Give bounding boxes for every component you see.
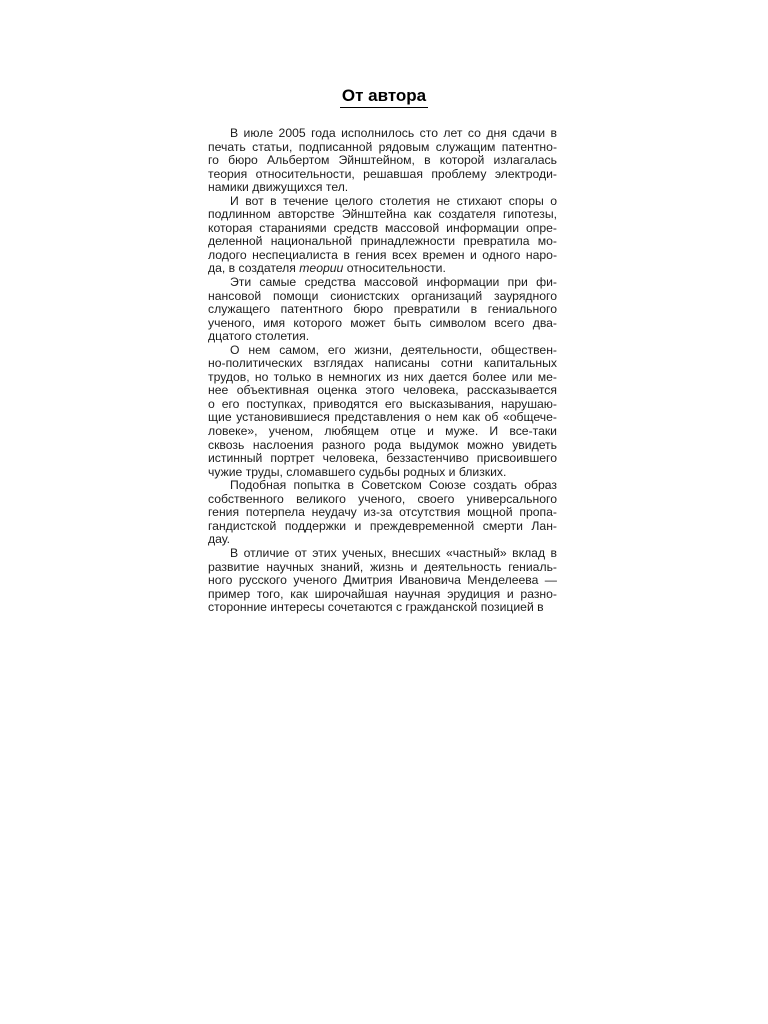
text-line: сторонние интересы сочетаются с гражданской позицией в — [208, 600, 544, 615]
text-line: го бюро Альбертом Эйнштейном, в которой излагалась — [208, 153, 557, 168]
text-line: о его поступках, приводятся его высказывания, нарушаю- — [208, 396, 557, 411]
text-line: лодого неспециалиста в гения всех времен и одного наро- — [208, 247, 557, 262]
text-line: намики движущихся тел. — [208, 180, 349, 195]
text-line: служащего патентного бюро превратили в гениального — [208, 302, 557, 317]
paragraph — [208, 276, 557, 344]
text-line: дцатого столетия. — [208, 329, 310, 344]
text-line: деленной национальной принадлежности превратила мо- — [208, 234, 557, 249]
text-line: Эти самые средства массовой информации при фи- — [230, 275, 557, 290]
text-line: пример того, как широчайшая научная эрудиция и разно- — [208, 586, 557, 601]
text-line: чужие труды, сломавшего судьбы родных и близких. — [208, 464, 507, 479]
paragraph — [208, 195, 557, 276]
text-line: В июле 2005 года исполнилось сто лет со дня сдачи в — [230, 126, 557, 140]
text-line: О нем самом, его жизни, деятельности, обществен- — [230, 342, 557, 357]
paragraph — [208, 344, 557, 479]
text-line: истинный портрет человека, беззастенчиво присвоившего — [208, 451, 557, 466]
text-line: теория относительности, решавшая проблему электроди- — [208, 166, 557, 181]
text-line: сквозь наслоения разного рода выдумок можно увидеть — [208, 437, 557, 452]
text-line: печать статьи, подписанной рядовым служащим патентно- — [208, 139, 557, 154]
title-container — [0, 86, 768, 108]
paragraph — [208, 547, 557, 615]
paragraph — [208, 127, 557, 195]
text-line: нансовой помощи сионистских организаций заурядного — [208, 288, 557, 303]
text-line: собственного великого ученого, своего универсального — [208, 491, 557, 506]
paragraph — [208, 479, 557, 547]
page-title: От автора — [340, 86, 428, 108]
text-line: щие установившиеся представления о нем как об «общече- — [208, 410, 557, 425]
article-body — [208, 127, 557, 615]
text-line: гандистской поддержки и преждевременной смерти Лан- — [208, 518, 557, 533]
text-line: В отличие от этих ученых, внесших «частный» вклад в — [230, 545, 557, 560]
text-line: трудов, но только в немногих из них дается более или ме- — [208, 369, 557, 384]
text-line: ловеке», ученом, любящем отце и муже. И все-таки — [208, 424, 557, 439]
text-line: да, в создателя теории относительности. — [208, 261, 446, 276]
text-line: Подобная попытка в Советском Союзе создать образ — [230, 478, 557, 493]
text-line: гения потерпела неудачу из-за отсутствия мощной пропа- — [208, 505, 557, 520]
text-line: нее объективная оценка этого человека, рассказывается — [208, 383, 557, 398]
text-line: ученого, имя которого может быть символом всего два- — [208, 315, 557, 330]
text-line: которая стараниями средств массовой информации опре- — [208, 220, 557, 235]
text-line: И вот в течение целого столетия не стихают споры о — [230, 193, 557, 208]
text-line: но-политических взглядах написаны сотни капитальных — [208, 356, 557, 371]
text-line: развитие научных знаний, жизнь и деятельность гениаль- — [208, 559, 557, 574]
text-line: подлинном авторстве Эйнштейна как создателя гипотезы, — [208, 207, 557, 222]
text-line: ного русского ученого Дмитрия Ивановича Менделеева — — [208, 573, 557, 588]
text-line: дау. — [208, 532, 231, 547]
